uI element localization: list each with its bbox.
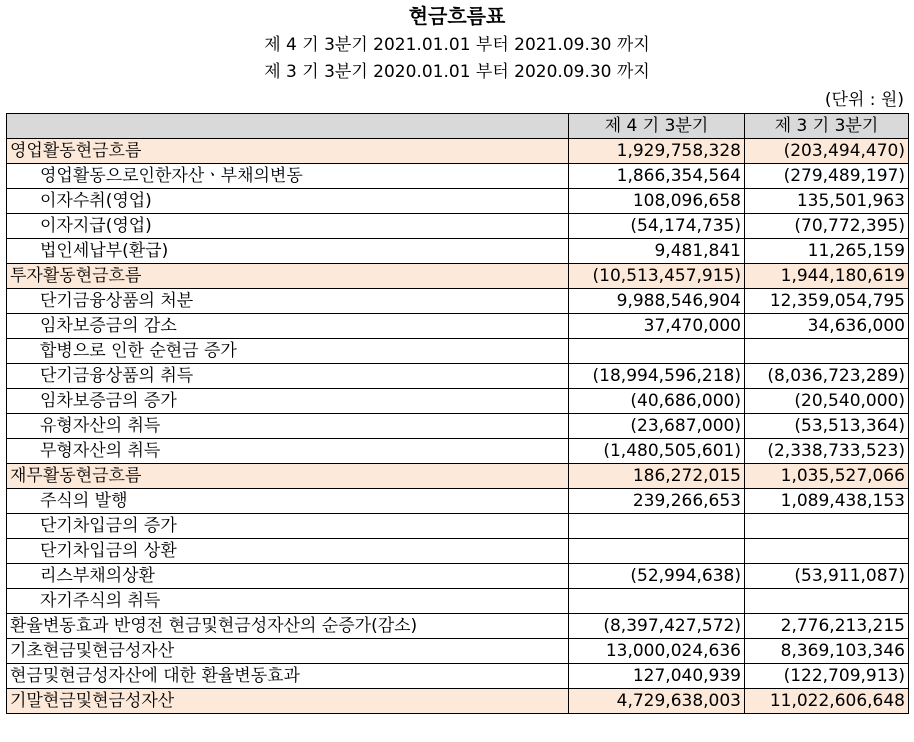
row-label: 임차보증금의 감소 bbox=[7, 314, 569, 339]
row-label: 환율변동효과 반영전 현금및현금성자산의 순증가(감소) bbox=[7, 614, 569, 639]
current-period-value bbox=[569, 514, 745, 539]
prior-period-value: 1,944,180,619 bbox=[745, 264, 909, 289]
unit-label: (단위 : 원) bbox=[824, 90, 904, 110]
current-period-value: (52,994,638) bbox=[569, 564, 745, 589]
row-label: 기말현금및현금성자산 bbox=[7, 689, 569, 714]
current-period-value: (8,397,427,572) bbox=[569, 614, 745, 639]
current-period-value: 9,481,841 bbox=[569, 239, 745, 264]
row-label: 재무활동현금흐름 bbox=[7, 464, 569, 489]
current-period-value: (18,994,596,218) bbox=[569, 364, 745, 389]
section-row bbox=[7, 689, 909, 714]
row-label: 영업활동현금흐름 bbox=[7, 139, 569, 164]
current-period-value: 108,096,658 bbox=[569, 189, 745, 214]
header-row bbox=[7, 114, 909, 139]
table-row bbox=[7, 189, 909, 214]
row-label: 주식의 발행 bbox=[7, 489, 569, 514]
row-label: 단기금융상품의 취득 bbox=[7, 364, 569, 389]
prior-period-value: 1,089,438,153 bbox=[745, 489, 909, 514]
current-period-value: (1,480,505,601) bbox=[569, 439, 745, 464]
current-period-value: 4,729,638,003 bbox=[569, 689, 745, 714]
current-period-value: (54,174,735) bbox=[569, 214, 745, 239]
prior-period-value: 34,636,000 bbox=[745, 314, 909, 339]
table-row bbox=[7, 664, 909, 689]
table-row bbox=[7, 239, 909, 264]
prior-period-value bbox=[745, 339, 909, 364]
prior-period-value: 8,369,103,346 bbox=[745, 639, 909, 664]
row-label: 법인세납부(환급) bbox=[7, 239, 569, 264]
prior-period-value: 135,501,963 bbox=[745, 189, 909, 214]
current-period-value: 9,988,546,904 bbox=[569, 289, 745, 314]
row-label: 무형자산의 취득 bbox=[7, 439, 569, 464]
prior-period-value: (203,494,470) bbox=[745, 139, 909, 164]
prior-period-value: 11,265,159 bbox=[745, 239, 909, 264]
prior-period-value: (53,911,087) bbox=[745, 564, 909, 589]
table-row bbox=[7, 589, 909, 614]
cash-flow-table bbox=[6, 113, 909, 714]
table-row bbox=[7, 289, 909, 314]
section-row bbox=[7, 264, 909, 289]
current-period-value: 13,000,024,636 bbox=[569, 639, 745, 664]
prior-period-value: 11,022,606,648 bbox=[745, 689, 909, 714]
table-row bbox=[7, 364, 909, 389]
row-label: 리스부채의상환 bbox=[7, 564, 569, 589]
row-label: 단기차입금의 상환 bbox=[7, 539, 569, 564]
prior-period-value: (279,489,197) bbox=[745, 164, 909, 189]
row-label: 이자수취(영업) bbox=[7, 189, 569, 214]
prior-period-value bbox=[745, 514, 909, 539]
current-period-value: 186,272,015 bbox=[569, 464, 745, 489]
row-label: 현금및현금성자산에 대한 환율변동효과 bbox=[7, 664, 569, 689]
row-label: 영업활동으로인한자산ㆍ부채의변동 bbox=[7, 164, 569, 189]
prior-period-value: (122,709,913) bbox=[745, 664, 909, 689]
table-row bbox=[7, 214, 909, 239]
table-row bbox=[7, 439, 909, 464]
table-row bbox=[7, 314, 909, 339]
prior-period-value: 1,035,527,066 bbox=[745, 464, 909, 489]
row-label: 이자지급(영업) bbox=[7, 214, 569, 239]
header-label-column bbox=[7, 114, 569, 139]
prior-period-value bbox=[745, 589, 909, 614]
table-row bbox=[7, 489, 909, 514]
current-period-value bbox=[569, 589, 745, 614]
row-label: 유형자산의 취득 bbox=[7, 414, 569, 439]
section-row bbox=[7, 139, 909, 164]
period-prior: 제 3 기 3분기 2020.01.01 부터 2020.09.30 까지 bbox=[264, 62, 650, 82]
prior-period-value: (70,772,395) bbox=[745, 214, 909, 239]
table-row bbox=[7, 564, 909, 589]
current-period-value: (40,686,000) bbox=[569, 389, 745, 414]
table-row bbox=[7, 639, 909, 664]
row-label: 기초현금및현금성자산 bbox=[7, 639, 569, 664]
section-row bbox=[7, 464, 909, 489]
prior-period-value: 12,359,054,795 bbox=[745, 289, 909, 314]
current-period-value bbox=[569, 539, 745, 564]
row-label: 자기주식의 취득 bbox=[7, 589, 569, 614]
current-period-value bbox=[569, 339, 745, 364]
prior-period-value: 2,776,213,215 bbox=[745, 614, 909, 639]
current-period-value: 37,470,000 bbox=[569, 314, 745, 339]
statement-title: 현금흐름표 bbox=[408, 4, 506, 28]
table-row bbox=[7, 614, 909, 639]
current-period-value: (10,513,457,915) bbox=[569, 264, 745, 289]
row-label: 투자활동현금흐름 bbox=[7, 264, 569, 289]
current-period-value: 239,266,653 bbox=[569, 489, 745, 514]
table-row bbox=[7, 414, 909, 439]
header-current-period: 제 4 기 3분기 bbox=[569, 114, 745, 139]
table-row bbox=[7, 539, 909, 564]
current-period-value: 1,929,758,328 bbox=[569, 139, 745, 164]
prior-period-value: (20,540,000) bbox=[745, 389, 909, 414]
row-label: 임차보증금의 증가 bbox=[7, 389, 569, 414]
header-prior-period: 제 3 기 3분기 bbox=[745, 114, 909, 139]
table-row bbox=[7, 389, 909, 414]
prior-period-value: (53,513,364) bbox=[745, 414, 909, 439]
prior-period-value bbox=[745, 539, 909, 564]
table-row bbox=[7, 339, 909, 364]
current-period-value: 1,866,354,564 bbox=[569, 164, 745, 189]
row-label: 단기금융상품의 처분 bbox=[7, 289, 569, 314]
prior-period-value: (8,036,723,289) bbox=[745, 364, 909, 389]
current-period-value: 127,040,939 bbox=[569, 664, 745, 689]
row-label: 단기차입금의 증가 bbox=[7, 514, 569, 539]
table-row bbox=[7, 164, 909, 189]
prior-period-value: (2,338,733,523) bbox=[745, 439, 909, 464]
table-row bbox=[7, 514, 909, 539]
period-current: 제 4 기 3분기 2021.01.01 부터 2021.09.30 까지 bbox=[264, 35, 650, 55]
current-period-value: (23,687,000) bbox=[569, 414, 745, 439]
row-label: 합병으로 인한 순현금 증가 bbox=[7, 339, 569, 364]
